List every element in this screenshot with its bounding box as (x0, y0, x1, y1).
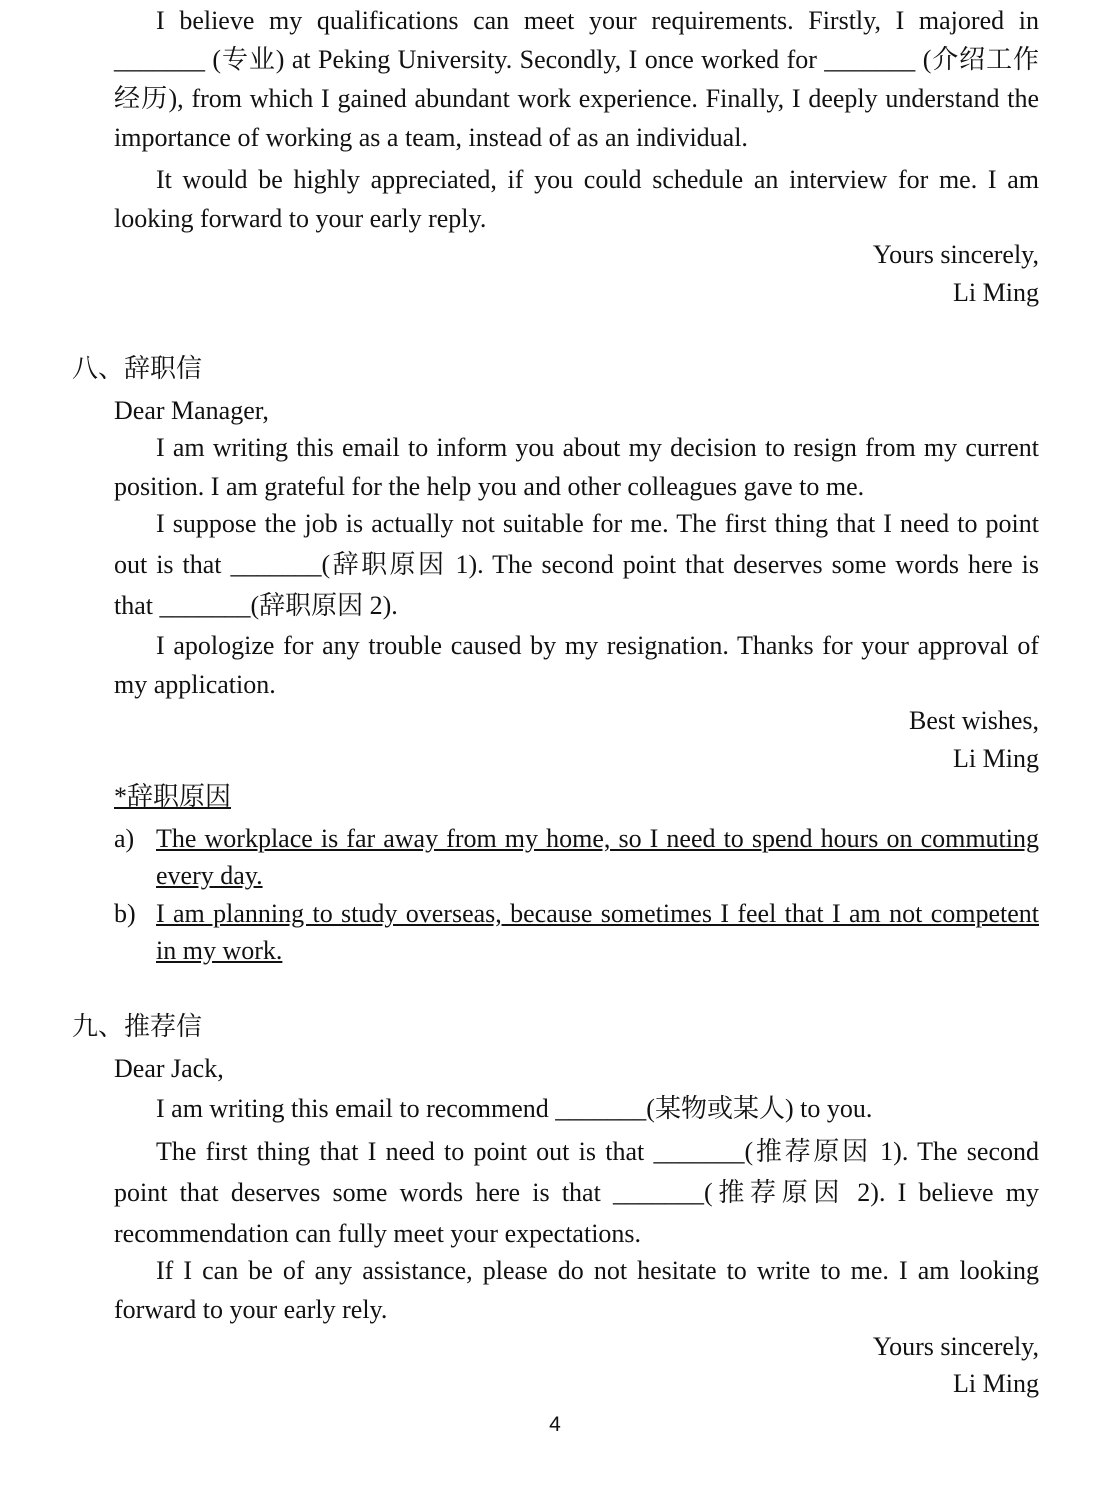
salutation-dear-manager: Dear Manager, (114, 396, 269, 425)
list-item (114, 820, 1039, 894)
signature-li-ming: Li Ming (953, 278, 1039, 307)
section-heading-resignation: 八、辞职信 (72, 354, 203, 383)
qualifications-paragraph: I believe my qualifications can meet your requirements. Firstly, I majored in _______ (专业) at Peking University. Secondly, I once worked for _______ (介绍工作经历), from which I gained abundant work experience. Finally, I deeply understand the importance of working as a team, instead of as an individual. (114, 6, 1039, 152)
recommend-paragraph: I am writing this email to recommend _______(某物或某人) to you. (156, 1094, 873, 1123)
inform-paragraph: I am writing this email to inform you about my decision to resign from my current position. I am grateful for the help you and other colleagues gave to me. (114, 433, 1039, 501)
reasons-title: *辞职原因 (114, 782, 232, 811)
resign-reasons-paragraph: I suppose the job is actually not suitable for me. The first thing that I need to point out is that _______(辞职原因 1). The second point that deserves some words here is that _______(辞职原因 2). (114, 509, 1039, 620)
closing-yours-sincerely: Yours sincerely, (872, 240, 1039, 269)
signature-li-ming: Li Ming (953, 744, 1039, 773)
signature-li-ming: Li Ming (953, 1369, 1039, 1398)
closing-yours-sincerely: Yours sincerely, (872, 1332, 1039, 1361)
list-item-label: a) (114, 824, 135, 853)
apology-paragraph: I apologize for any trouble caused by my resignation. Thanks for your approval of my application. (114, 631, 1039, 699)
list-item (114, 895, 1039, 969)
recommend-reasons-paragraph: The first thing that I need to point out is that _______(推荐原因 1). The second point that deserves some words here is that _______(推荐原因 2). I believe my recommendation can fully meet your expectations. (114, 1137, 1039, 1248)
closing-best-wishes: Best wishes, (909, 706, 1039, 735)
section-heading-recommendation: 九、推荐信 (72, 1012, 203, 1041)
page-number: 4 (549, 1413, 561, 1436)
list-item-text: The workplace is far away from my home, so I need to spend hours on commuting every day. (156, 824, 1039, 890)
list-item-label: b) (114, 899, 136, 928)
salutation-dear-jack: Dear Jack, (114, 1054, 224, 1083)
assistance-paragraph: If I can be of any assistance, please do not hesitate to write to me. I am looking forward to your early rely. (114, 1256, 1039, 1324)
list-item-text: I am planning to study overseas, because sometimes I feel that I am not competent in my work. (156, 899, 1039, 965)
interview-paragraph: It would be highly appreciated, if you could schedule an interview for me. I am looking forward to your early reply. (114, 165, 1039, 233)
